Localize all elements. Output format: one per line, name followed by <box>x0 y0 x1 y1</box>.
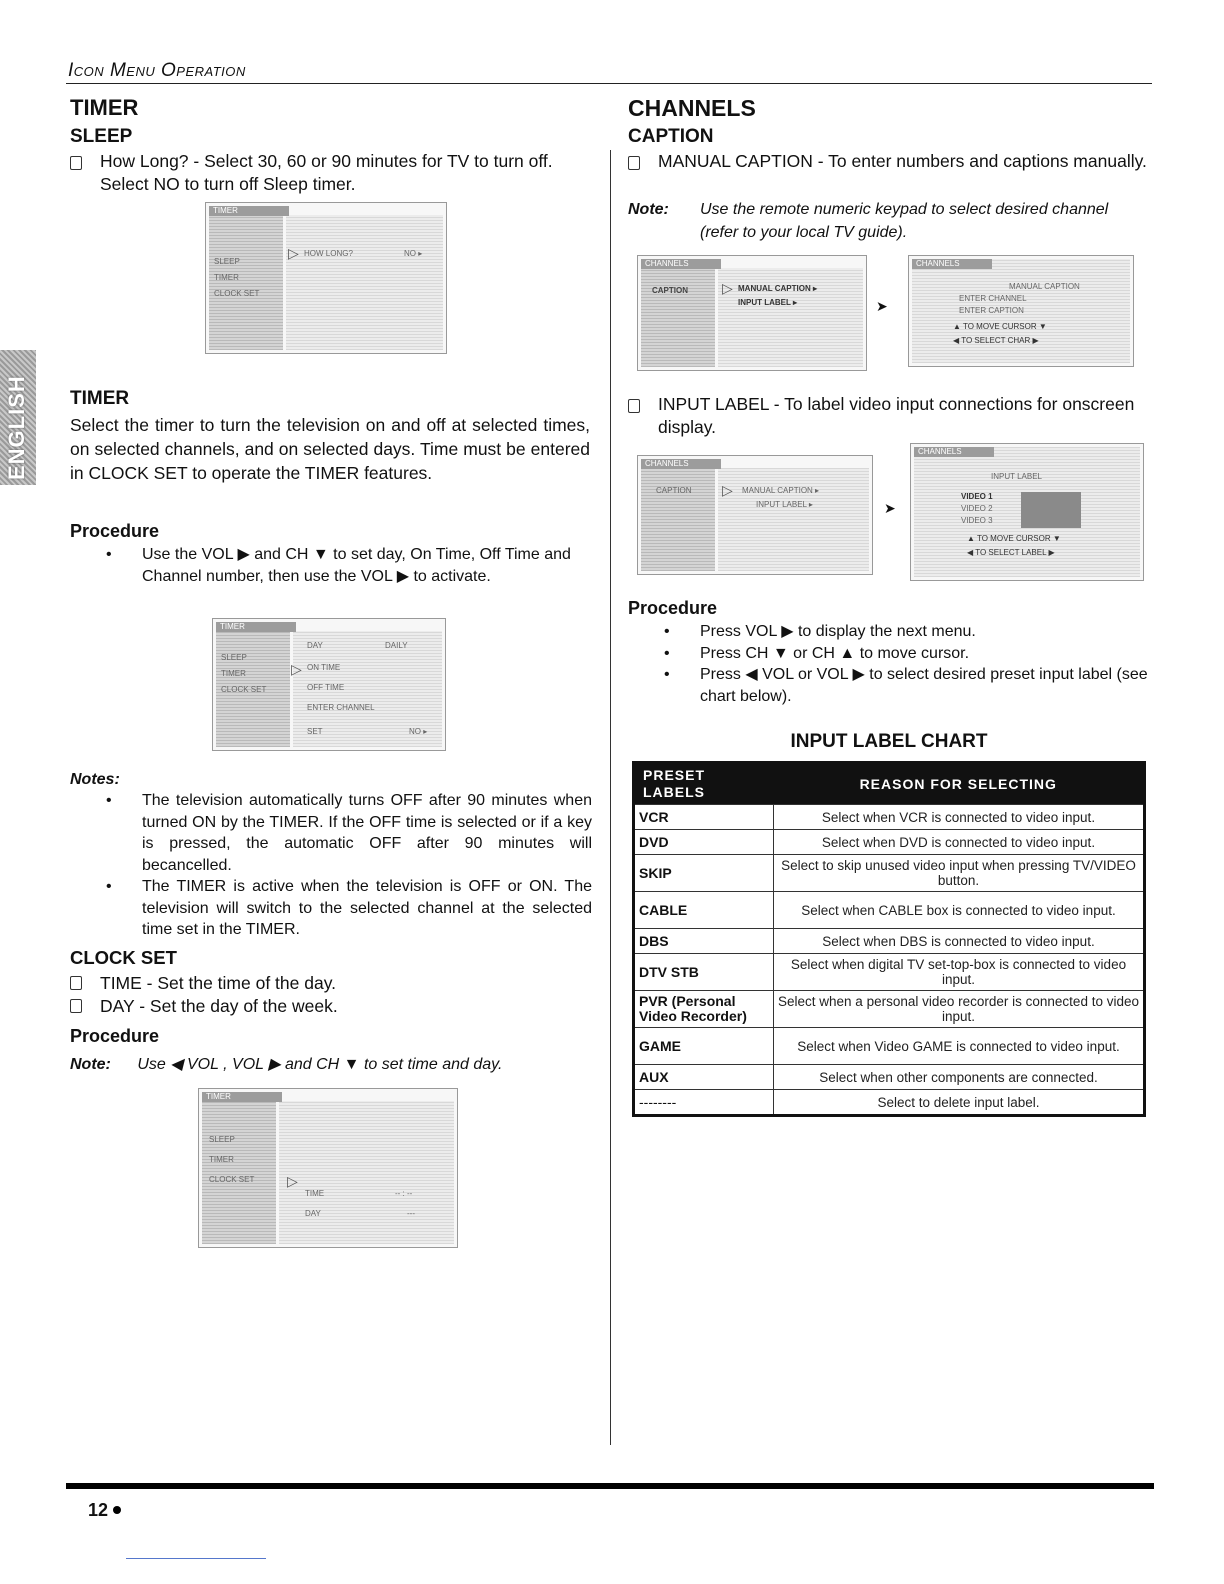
footer-rule <box>66 1483 1154 1489</box>
screen-row-label: TIME <box>305 1189 325 1198</box>
table-row <box>634 1090 1145 1116</box>
header-rule <box>66 83 1152 84</box>
item-text: INPUT LABEL - To label video input connections for onscreen display. <box>658 394 1135 437</box>
arrow-right-icon: ➤ <box>884 500 896 516</box>
channels-caption-screenshot-1 <box>637 255 867 371</box>
screen-row-value: NO ▸ <box>404 249 423 258</box>
screen-row-label: VIDEO 3 <box>961 516 993 525</box>
preset-label-cell: VCR <box>634 805 774 830</box>
preset-label-cell: AUX <box>634 1065 774 1090</box>
checkbox-bullet-icon <box>70 999 82 1013</box>
table-row <box>634 954 1145 991</box>
screen-row-value: -- : -- <box>395 1189 413 1198</box>
screen-row-label: HOW LONG? <box>304 249 353 258</box>
preset-label-cell: GAME <box>634 1028 774 1065</box>
preset-label-cell: CABLE <box>634 892 774 929</box>
list-item: • The television automatically turns OFF after 90 minutes when turned ON by the TIMER. If the OFF time is selected or if a key is pressed, the automatic OFF after 90 minutes will becancelled. <box>70 790 592 876</box>
table-row <box>634 991 1145 1028</box>
list-item: • Press VOL ▶ to display the next menu. <box>628 621 1150 643</box>
language-tab-label: ENGLISH <box>4 375 29 480</box>
column-header: PRESET LABELS <box>634 763 774 805</box>
screen-row-label: DAY <box>307 641 323 650</box>
note-label: Note: <box>70 1056 111 1073</box>
screen-row-label: ▲ TO MOVE CURSOR ▼ <box>967 534 1061 543</box>
notes-list <box>70 790 592 941</box>
page-number <box>88 1500 121 1521</box>
preset-label-cell: DVD <box>634 830 774 855</box>
timer-menu-screenshot <box>212 618 446 751</box>
screen-row-label: ◀ TO SELECT LABEL ▶ <box>967 548 1055 557</box>
checkbox-bullet-icon <box>628 399 640 413</box>
list-item: • Use the VOL ▶ and CH ▼ to set day, On Time, Off Time and Channel number, then use the VOL ▶ to activate. <box>70 544 592 587</box>
screen-row-label: ON TIME <box>307 663 341 672</box>
reason-cell: Select when Video GAME is connected to video input. <box>774 1028 1145 1065</box>
sleep-menu-screenshot <box>205 202 447 354</box>
reason-cell: Select when other components are connected. <box>774 1065 1145 1090</box>
timer-section-title: TIMER <box>70 95 139 120</box>
screen-row-label: OFF TIME <box>307 683 345 692</box>
table-row <box>634 855 1145 892</box>
caption-note <box>628 198 1150 244</box>
screen-row-label: VIDEO 2 <box>961 504 993 513</box>
screen-side-item: CAPTION <box>656 486 692 495</box>
screen-side-item: TIMER <box>221 669 246 678</box>
preset-label-cell: PVR (Personal Video Recorder) <box>634 991 774 1028</box>
table-header-row <box>634 763 1145 805</box>
list-item: • Press ◀ VOL or VOL ▶ to select desired preset input label (see chart below). <box>628 664 1150 707</box>
preset-label-cell: DBS <box>634 929 774 954</box>
screen-row-label: ENTER CAPTION <box>959 306 1024 315</box>
reason-cell: Select to skip unused video input when pressing TV/VIDEO button. <box>774 855 1145 892</box>
clock-note <box>70 1053 502 1076</box>
screen-row-label: ◀ TO SELECT CHAR ▶ <box>953 336 1039 345</box>
chart-title: INPUT LABEL CHART <box>790 731 988 752</box>
table-row <box>634 892 1145 929</box>
manual-caption-item <box>628 150 1150 173</box>
channels-caption-screenshot-2 <box>908 255 1134 367</box>
screen-row-label: INPUT LABEL ▸ <box>756 500 813 509</box>
channels-procedure-list <box>628 621 1150 707</box>
timer-description: Select the timer to turn the television on and off at selected times, on selected channels, and on selected days. Time must be entered in CLOCK SET to operate the TIMER features. <box>70 415 590 483</box>
channels-section-title: CHANNELS <box>628 95 756 121</box>
screen-side-item: CAPTION <box>652 286 688 295</box>
column-divider <box>610 150 611 1445</box>
clock-set-item-day <box>70 995 592 1018</box>
screen-row-label: ENTER CHANNEL <box>307 703 375 712</box>
sleep-item: How Long? - Select 30, 60 or 90 minutes for TV to turn off. Select NO to turn off Sleep timer. <box>70 150 592 196</box>
screen-side-item: TIMER <box>209 1155 234 1164</box>
table-row <box>634 929 1145 954</box>
cursor-icon: ▷ <box>288 245 299 261</box>
preset-label-cell: -------- <box>634 1090 774 1116</box>
screen-row-label: SET <box>307 727 323 736</box>
screen-tab: TIMER <box>202 1092 282 1102</box>
list-item: • The TIMER is active when the television is OFF or ON. The television will switch to the selected channel at the selected time set in the TIMER. <box>70 876 592 941</box>
screen-tab: CHANNELS <box>641 259 721 269</box>
reason-cell: Select to delete input label. <box>774 1090 1145 1116</box>
screen-side-item: SLEEP <box>209 1135 235 1144</box>
reason-cell: Select when CABLE box is connected to video input. <box>774 892 1145 929</box>
item-text: MANUAL CAPTION - To enter numbers and captions manually. <box>658 151 1147 171</box>
screen-row-value: --- <box>407 1209 415 1218</box>
checkbox-bullet-icon <box>70 976 82 990</box>
cursor-icon: ▷ <box>722 482 733 498</box>
table-row <box>634 1065 1145 1090</box>
note-text: Use the remote numeric keypad to select desired channel (refer to your local TV guide). <box>700 201 1109 241</box>
label-highlight <box>1021 492 1081 528</box>
channels-procedure-title: Procedure <box>628 598 718 618</box>
clock-procedure-title: Procedure <box>70 1026 160 1046</box>
list-item: • Press CH ▼ or CH ▲ to move cursor. <box>628 643 1150 665</box>
screen-row-label: DAY <box>305 1209 321 1218</box>
column-header: REASON FOR SELECTING <box>774 763 1145 805</box>
screen-row-label: INPUT LABEL <box>991 472 1042 481</box>
arrow-right-icon: ➤ <box>876 298 888 314</box>
note-label: Note: <box>628 201 669 218</box>
item-text: DAY - Set the day of the week. <box>100 996 338 1016</box>
screen-side-item: SLEEP <box>214 257 240 266</box>
language-tab <box>0 350 36 485</box>
sleep-title: SLEEP <box>70 126 133 147</box>
clock-set-item-time <box>70 972 592 995</box>
item-text: TIME - Set the time of the day. <box>100 973 337 993</box>
screen-row-label: ENTER CHANNEL <box>959 294 1027 303</box>
reason-cell: Select when VCR is connected to video input. <box>774 805 1145 830</box>
screen-row-value: DAILY <box>385 641 408 650</box>
reason-cell: Select when DVD is connected to video input. <box>774 830 1145 855</box>
preset-label-cell: DTV STB <box>634 954 774 991</box>
page-number-text: 12 <box>88 1500 109 1520</box>
screen-row-label: MANUAL CAPTION ▸ <box>738 284 817 293</box>
bottom-underline <box>126 1558 266 1559</box>
screen-row-label: INPUT LABEL ▸ <box>738 298 797 307</box>
timer-subtitle: TIMER <box>70 388 130 409</box>
notes-label: Notes: <box>70 771 120 788</box>
checkbox-bullet-icon <box>628 156 640 170</box>
timer-procedure-title: Procedure <box>70 521 160 541</box>
cursor-icon: ▷ <box>291 661 302 677</box>
caption-title: CAPTION <box>628 126 714 147</box>
screen-tab: TIMER <box>216 622 296 632</box>
reason-cell: Select when DBS is connected to video input. <box>774 929 1145 954</box>
cursor-icon: ▷ <box>287 1173 298 1189</box>
note-text: Use ◀ VOL , VOL ▶ and CH ▼ to set time and day. <box>137 1056 503 1073</box>
screen-side-item: SLEEP <box>221 653 247 662</box>
channels-input-label-screenshot-1 <box>637 455 873 575</box>
screen-row-label: VIDEO 1 <box>961 492 993 501</box>
checkbox-bullet-icon <box>70 156 82 170</box>
input-label-item <box>628 393 1150 439</box>
bullet-dot-icon <box>113 1506 121 1514</box>
screen-tab: CHANNELS <box>914 447 994 457</box>
screen-tab: TIMER <box>209 206 289 216</box>
clock-set-menu-screenshot <box>198 1088 458 1248</box>
screen-side-item: CLOCK SET <box>214 289 260 298</box>
screen-tab: CHANNELS <box>912 259 992 269</box>
screen-tab: CHANNELS <box>641 459 721 469</box>
timer-procedure-list <box>70 544 592 587</box>
reason-cell: Select when digital TV set-top-box is connected to video input. <box>774 954 1145 991</box>
screen-row-label: ▲ TO MOVE CURSOR ▼ <box>953 322 1047 331</box>
screen-side-item: TIMER <box>214 273 239 282</box>
channels-input-label-screenshot-2 <box>910 443 1144 581</box>
cursor-icon: ▷ <box>722 280 733 296</box>
screen-row-value: NO ▸ <box>409 727 428 736</box>
running-header: Icon Menu Operation <box>68 60 246 81</box>
preset-label-cell: SKIP <box>634 855 774 892</box>
input-label-chart <box>632 761 1146 1117</box>
table-row <box>634 805 1145 830</box>
screen-side-item: CLOCK SET <box>209 1175 255 1184</box>
screen-row-label: MANUAL CAPTION ▸ <box>742 486 820 495</box>
table-row <box>634 830 1145 855</box>
clock-set-title: CLOCK SET <box>70 947 177 968</box>
screen-side-item: CLOCK SET <box>221 685 267 694</box>
table-row <box>634 1028 1145 1065</box>
screen-row-label: MANUAL CAPTION <box>1009 282 1080 291</box>
reason-cell: Select when a personal video recorder is connected to video input. <box>774 991 1145 1028</box>
notes-title <box>70 768 120 791</box>
